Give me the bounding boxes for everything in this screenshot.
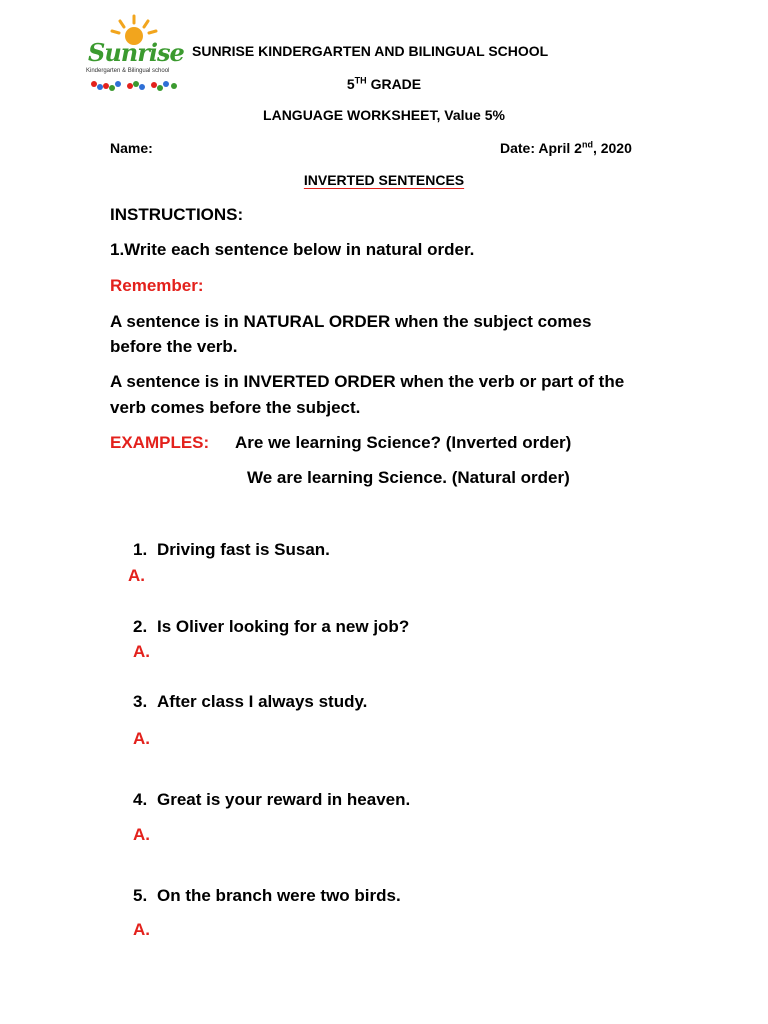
question-1 — [133, 540, 330, 560]
inverted-order-line-2: verb comes before the subject. — [110, 398, 361, 417]
instructions-heading: INSTRUCTIONS: — [110, 205, 244, 224]
worksheet-title: LANGUAGE WORKSHEET, Value 5% — [263, 107, 505, 123]
remember-label: Remember: — [110, 276, 204, 295]
question-text: Is Oliver looking for a new job? — [157, 617, 410, 636]
question-4 — [133, 790, 410, 810]
date-suffix: nd — [581, 139, 593, 150]
question-number: 4. — [133, 790, 148, 809]
question-2 — [133, 617, 409, 637]
page-title: INVERTED SENTENCES — [303, 172, 465, 188]
answer-3: A. — [133, 729, 150, 748]
natural-order-line-2: before the verb. — [110, 337, 238, 356]
logo-subtitle: Kindergarten & Bilingual school — [86, 68, 170, 74]
school-name: SUNRISE KINDERGARTEN AND BILINGUAL SCHOOL — [192, 43, 549, 59]
answer-4: A. — [133, 825, 150, 844]
question-number: 5. — [133, 886, 148, 905]
question-text: Great is your reward in heaven. — [157, 790, 411, 809]
question-number: 2. — [133, 617, 148, 636]
example-inverted: Are we learning Science? (Inverted order) — [235, 433, 572, 452]
answer-1: A. — [128, 566, 145, 585]
question-number: 1. — [133, 540, 148, 559]
question-number: 3. — [133, 692, 148, 711]
date-field — [500, 140, 632, 156]
grade-suffix: TH — [354, 75, 367, 86]
date-year: , 2020 — [592, 140, 632, 156]
example-natural: We are learning Science. (Natural order) — [247, 468, 570, 487]
answer-2: A. — [133, 642, 150, 661]
question-text: After class I always study. — [157, 692, 368, 711]
grade-number: 5 — [346, 76, 355, 92]
inverted-order-line-1: A sentence is in INVERTED ORDER when the verb or part of the — [110, 372, 625, 391]
examples-label: EXAMPLES: — [110, 433, 210, 452]
question-3 — [133, 692, 367, 712]
natural-order-line-1: A sentence is in NATURAL ORDER when the subject comes — [110, 312, 592, 331]
grade-word: GRADE — [370, 76, 422, 92]
question-text: Driving fast is Susan. — [157, 540, 330, 559]
logo-wordmark: Sunrise — [88, 38, 184, 67]
answer-5: A. — [133, 920, 150, 939]
question-text: On the branch were two birds. — [157, 886, 401, 905]
grade-line — [0, 76, 768, 92]
instruction-step-1: 1.Write each sentence below in natural order. — [110, 240, 475, 259]
question-5 — [133, 886, 401, 906]
date-label: Date: April 2 — [500, 140, 582, 156]
name-label: Name: — [110, 140, 153, 156]
